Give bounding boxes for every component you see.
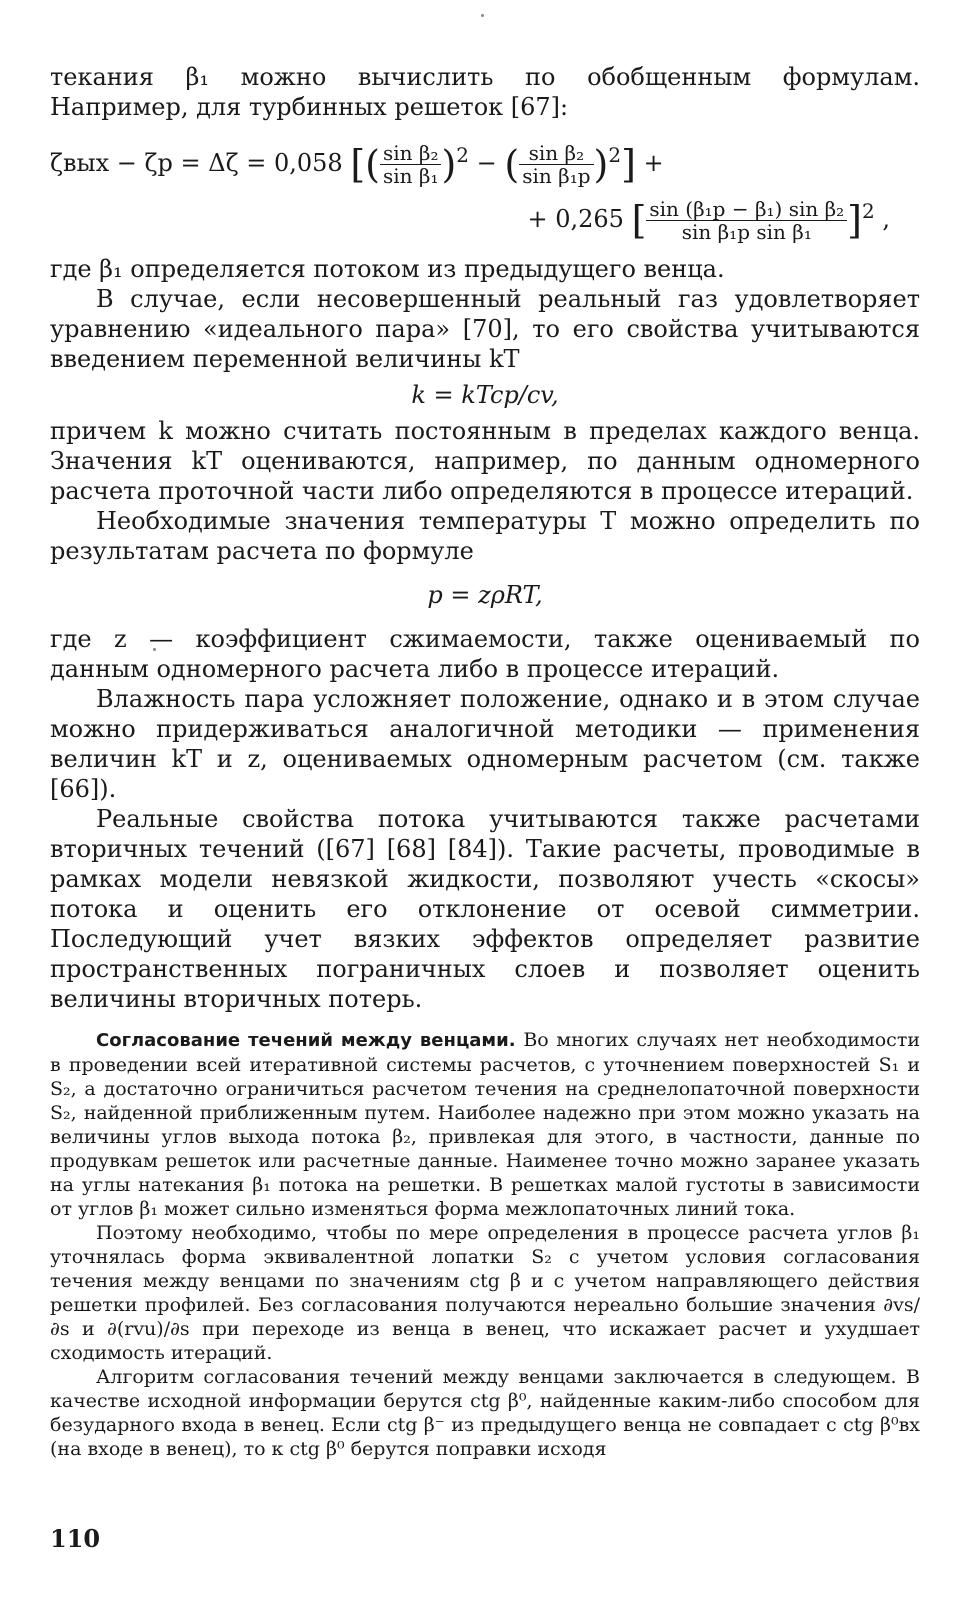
paragraph: В случае, если несовершенный реальный газ удовлетворяет уравнению «идеального пара» [70], то его свойства учитываются введением переменной величины kT — [50, 285, 920, 373]
paragraph: где β₁ определяется потоком из предыдущего венца. — [50, 255, 725, 283]
section-paragraph — [50, 1028, 920, 1221]
section-text: Во многих случаях нет необходимости в проведении всей итеративной системы расчетов, с уточнением поверхностей S₁ и S₂, а достаточно ограничиться расчетом течения на среднелопаточной поверхности S₂, найденной приближенным путем. Наиболее надежно при этом можно указать на величины углов выхода потока β₂, привлекая для этого, в частности, данные по продувкам решеток или расчетные данные. Наименее точно можно заранее указать на углы натекания β₁ потока на решетки. В решетках малой густоты в зависимости от углов β₁ может сильно изменяться форма межлопаточных линий тока. — [50, 1029, 921, 1220]
paragraph: причем k можно считать постоянным в пределах каждого венца. Значения kT оцениваются, например, по данным одномерного расчета проточной части либо определяются в процессе итераций. — [50, 417, 920, 505]
operator: − — [476, 149, 497, 177]
formula-line-1: ζвых − ζр = Δζ = 0,058 [( $\frac{\text{sin β₂}}{\text{sin β₁}}$ )$^2$ − ( $\frac{\text{sin β₂}}{\text{sin β₁р}}$ )$^2$] + — [50, 141, 664, 188]
page-number: 110 — [50, 1524, 101, 1553]
exponent: 2 — [862, 199, 875, 223]
bracket: [( — [350, 142, 380, 187]
small-paragraph: Алгоритм согласования течений между венцами заключается в следующем. В качестве исходной информации берутся ctg β⁰, найденные каким-либо способом для безударного входа в венец. Если ctg β⁻ из предыдущего венца не совпадает с ctg β⁰вх (на входе в венец), то к ctg β⁰ берутся поправки исходя — [50, 1366, 920, 1460]
paragraph: Необходимые значения температуры T можно определить по результатам расчета по формуле — [50, 507, 920, 565]
paragraph: текания β₁ можно вычислить по обобщенным формулам. Например, для турбинных решеток [67]: — [50, 63, 920, 121]
section-heading: Согласование течений между венцами. — [96, 1030, 516, 1051]
fraction — [380, 142, 441, 187]
bracket: ] — [847, 198, 862, 243]
formula-k: k = kTcp/cv, — [411, 381, 559, 409]
numerator: sin β₂ — [519, 142, 593, 165]
bracket: [ — [631, 198, 647, 243]
paragraph: Влажность пара усложняет положение, однако и в этом случае можно придерживаться аналогичной методики — применения величин kT и z, оцениваемых одномерным расчетом (см. также [66]). — [50, 685, 920, 803]
formula-coef: + 0,265 — [527, 205, 624, 233]
formula-loss-difference — [50, 130, 920, 248]
formula-lhs: ζвых − ζр = Δζ = 0,058 — [50, 149, 343, 177]
numerator: sin (β₁р − β₁) sin β₂ — [646, 198, 847, 221]
denominator: sin β₁ — [382, 164, 439, 188]
bracket: ] — [621, 142, 636, 187]
numerator: sin β₂ — [380, 142, 441, 165]
exponent: 2 — [456, 143, 470, 167]
exponent: 2 — [608, 143, 622, 167]
bracket: ( — [504, 142, 520, 187]
bracket: ) — [593, 142, 609, 187]
paragraph: где z — коэффициент сжимаемости, также оцениваемый по данным одномерного расчета либо в процессе итераций. — [50, 625, 920, 683]
fraction — [646, 198, 847, 243]
scan-speck — [481, 14, 484, 17]
formula-line-2: + 0,265 [ $\frac{\text{sin (β₁р − β₁) sin β₂}}{\text{sin β₁р sin β₁}}$ ]$^2$ , — [527, 197, 890, 244]
formula-state: p = zρRT, — [427, 581, 543, 609]
denominator: sin β₁р — [522, 164, 591, 188]
page-body — [50, 62, 920, 1461]
denominator: sin β₁р sin β₁ — [681, 220, 812, 244]
bracket: ) — [441, 142, 457, 187]
fraction — [519, 142, 593, 187]
paragraph: Реальные свойства потока учитываются также расчетами вторичных течений ([67] [68] [84]). Такие расчеты, проводимые в рамках модели невязкой жидкости, позволяют учесть «скосы» потока и оценить его отклонение от осевой симметрии. Последующий учет вязких эффектов определяет развитие пространственных пограничных слоев и позволяет оценить величины вторичных потерь. — [50, 805, 920, 1013]
small-paragraph: Поэтому необходимо, чтобы по мере определения в процессе расчета углов β₁ уточнялась форма эквивалентной лопатки S₂ с учетом условия согласования течения между венцами по значениям ctg β и с учетом направляющего действия решетки профилей. Без согласования получаются нереально большие значения ∂vs/∂s и ∂(rvu)/∂s при переходе из венца в венец, что искажает расчет и ухудшает сходимость итераций. — [50, 1222, 920, 1364]
